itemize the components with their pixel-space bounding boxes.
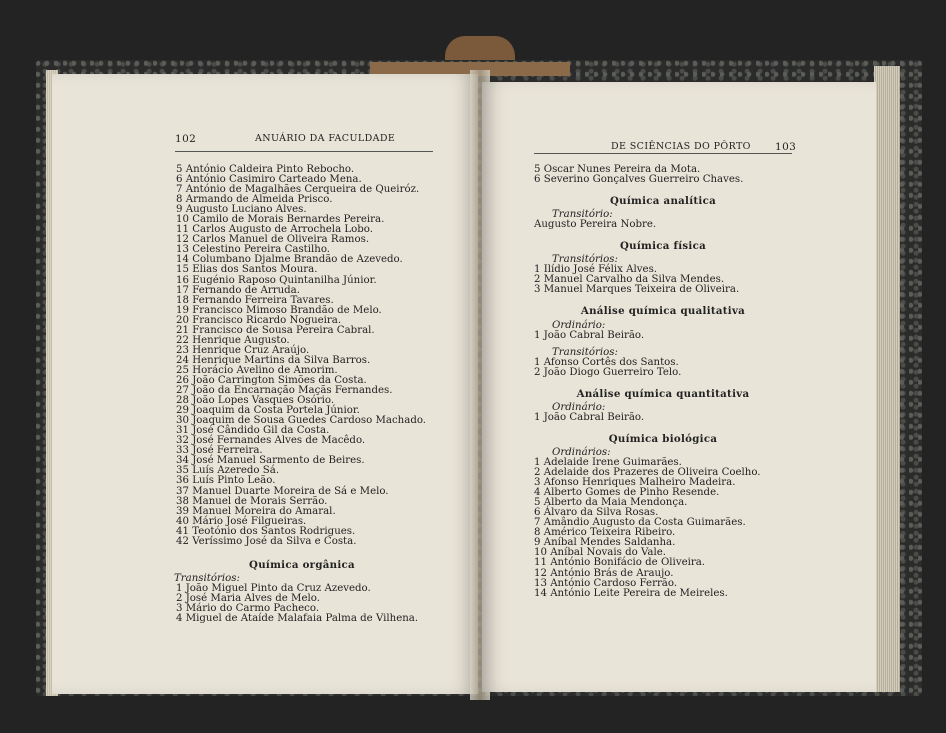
section-subhead: Transitório: xyxy=(552,209,613,221)
list-item: 10 Aníbal Novais do Vale. xyxy=(534,547,666,559)
list-item: 11 Carlos Augusto de Arrochela Lobo. xyxy=(176,224,373,236)
list-item: 21 Francisco de Sousa Pereira Cabral. xyxy=(176,324,375,336)
list-item: 10 Camilo de Morais Bernardes Pereira. xyxy=(176,214,385,226)
section-title: Análise química quantitativa xyxy=(576,387,750,400)
list-item: 7 Amândio Augusto da Costa Guimarães. xyxy=(534,517,746,529)
list-item: 17 Fernando de Arruda. xyxy=(176,284,300,296)
list-item: 31 José Cândido Gil da Costa. xyxy=(176,425,330,437)
list-item: 39 Manuel Moreira do Amaral. xyxy=(176,505,336,517)
list-item: 1 Adelaide Irene Guimarães. xyxy=(534,456,682,468)
list-item: 5 Alberto da Maia Mendonça. xyxy=(534,497,688,509)
section-title: Química física xyxy=(619,240,706,253)
right-content xyxy=(534,165,792,599)
list-item: 12 Carlos Manuel de Oliveira Ramos. xyxy=(176,234,370,246)
section-subhead: Ordinário: xyxy=(552,401,606,413)
list-item: 24 Henrique Martins da Silva Barros. xyxy=(176,354,371,366)
list-item: 26 João Carrington Simões da Costa. xyxy=(176,374,367,386)
left-page xyxy=(52,74,478,694)
list-item: 1 João Miguel Pinto da Cruz Azevedo. xyxy=(176,583,371,595)
list-item: 1 Afonso Cortês dos Santos. xyxy=(534,356,679,368)
right-header-rule xyxy=(534,153,792,154)
list-item: 25 Horácio Avelino de Amorim. xyxy=(176,364,338,376)
section-title: Análise química qualitativa xyxy=(580,305,746,318)
list-item: 8 Américo Teixeira Ribeiro. xyxy=(534,527,676,539)
list-item: 2 José Maria Alves de Melo. xyxy=(176,593,320,605)
list-item: 9 Augusto Luciano Alves. xyxy=(176,204,307,216)
list-item: 5 Oscar Nunes Pereira da Mota. xyxy=(534,164,701,175)
list-item: 6 Álvaro da Silva Rosas. xyxy=(534,507,659,519)
list-item: 13 Celestino Pereira Castilho. xyxy=(176,244,331,256)
left-page-number: 102 xyxy=(175,133,197,145)
section-subhead: Ordinário: xyxy=(552,319,606,331)
section-subhead: Transitórios: xyxy=(552,254,618,266)
right-running-head: DE SCIÊNCIAS DO PÔRTO xyxy=(611,141,751,152)
list-item: 14 António Leite Pereira de Meireles. xyxy=(534,587,728,599)
list-item: 13 António Cardoso Ferrão. xyxy=(534,577,678,589)
section-subhead: Transitórios: xyxy=(174,573,240,585)
list-item: 20 Francisco Ricardo Nogueira. xyxy=(176,314,342,326)
list-item: 27 João da Encarnação Maçãs Fernandes. xyxy=(176,385,393,397)
section-title: Química analítica xyxy=(610,195,716,208)
list-item: 36 Luís Pinto Leão. xyxy=(176,475,276,487)
list-item: 7 António de Magalhães Cerqueira de Queiróz. xyxy=(176,184,420,196)
right-page-number: 103 xyxy=(775,141,797,153)
list-item: 12 António Brás de Araujo. xyxy=(534,567,674,579)
left-running-head: ANUÁRIO DA FACULDADE xyxy=(255,133,396,144)
list-item: 1 João Cabral Beirão. xyxy=(534,411,645,423)
list-item: 11 António Bonifácio de Oliveira. xyxy=(534,557,706,569)
list-item: 8 Armando de Almeida Prisco. xyxy=(176,194,333,206)
list-item: 19 Francisco Mimoso Brandão de Melo. xyxy=(176,304,382,316)
list-item: 4 Alberto Gomes de Pinho Resende. xyxy=(534,487,720,499)
left-header-rule xyxy=(175,151,433,152)
list-item: 3 Afonso Henriques Malheiro Madeira. xyxy=(534,477,736,489)
section-subhead: Transitórios: xyxy=(552,346,618,358)
list-item: 18 Fernando Ferreira Tavares. xyxy=(176,294,334,306)
list-item: 1 Ilídio José Félix Alves. xyxy=(534,264,658,276)
list-item: 40 Mário José Filgueiras. xyxy=(176,515,307,527)
list-item: 4 Miguel de Ataíde Malafaia Palma de Vilhena. xyxy=(176,613,419,625)
list-item: 3 Manuel Marques Teixeira de Oliveira. xyxy=(534,284,740,296)
list-item: 16 Eugénio Raposo Quintanilha Júnior. xyxy=(176,274,377,286)
list-item: 38 Manuel de Morais Serrão. xyxy=(176,495,328,507)
list-item: 14 Columbano Djalme Brandão de Azevedo. xyxy=(176,254,403,266)
list-item: 23 Henrique Cruz Araújo. xyxy=(176,344,310,356)
list-item: 15 Elias dos Santos Moura. xyxy=(176,264,318,276)
list-item: 2 Manuel Carvalho da Silva Mendes. xyxy=(534,274,725,286)
page-edges-right xyxy=(874,66,900,692)
list-item: 1 João Cabral Beirão. xyxy=(534,329,645,341)
section-title: Química orgânica xyxy=(249,559,355,571)
list-item: 3 Mário do Carmo Pacheco. xyxy=(176,603,320,615)
list-item: 6 Severino Gonçalves Guerreiro Chaves. xyxy=(534,174,744,186)
list-item: 42 Veríssimo José da Silva e Costa. xyxy=(176,535,357,547)
right-page xyxy=(482,82,876,692)
list-item: 33 José Ferreira. xyxy=(176,445,263,457)
list-item: 41 Teotónio dos Santos Rodrigues. xyxy=(176,525,356,537)
list-item: 6 António Casimiro Carteado Mena. xyxy=(176,174,362,186)
list-item: 37 Manuel Duarte Moreira de Sá e Melo. xyxy=(176,485,389,497)
list-item: 35 Luís Azeredo Sá. xyxy=(176,465,280,477)
list-item: 5 António Caldeira Pinto Rebocho. xyxy=(176,164,355,175)
left-section-quimica-organica xyxy=(176,556,428,624)
list-item: 34 José Manuel Sarmento de Beires. xyxy=(176,455,365,467)
list-item: 30 Joaquim de Sousa Guedes Cardoso Machado. xyxy=(176,415,427,427)
section-subhead: Ordinários: xyxy=(552,446,611,458)
left-entries xyxy=(176,165,426,547)
list-item: 9 Aníbal Mendes Saldanha. xyxy=(534,537,676,549)
section-title: Química biológica xyxy=(608,432,718,445)
list-item: 2 João Diogo Guerreiro Telo. xyxy=(534,366,682,378)
list-item: 22 Henrique Augusto. xyxy=(176,334,290,346)
list-item: Augusto Pereira Nobre. xyxy=(534,219,657,231)
list-item: 28 João Lopes Vasques Osório. xyxy=(176,395,335,407)
list-item: 2 Adelaide dos Prazeres de Oliveira Coelho. xyxy=(534,467,761,479)
list-item: 32 José Fernandes Alves de Macêdo. xyxy=(176,435,366,447)
list-item: 29 Joaquim da Costa Portela Júnior. xyxy=(176,405,360,417)
